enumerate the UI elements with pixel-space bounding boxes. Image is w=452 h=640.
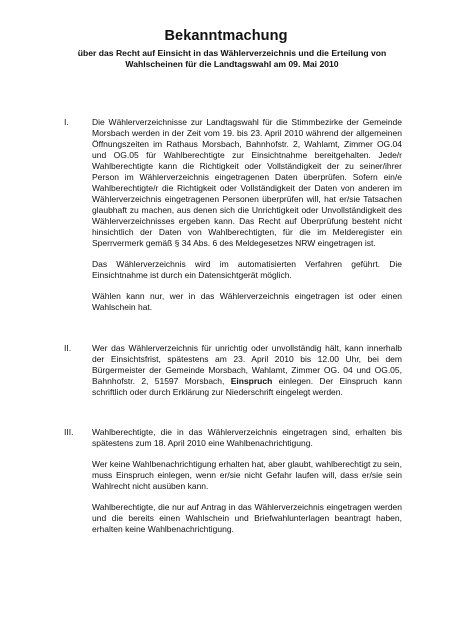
section-numeral-ii: II. [64, 343, 72, 353]
document-subtitle: über das Recht auf Einsicht in das Wählerverzeichnis und die Erteilung von Wahlscheinen für die Landtagswahl am 09. Mai 2010 [77, 48, 387, 69]
section-ii-text-before: Wer das Wählerverzeichnis für unrichtig oder unvollständig hält, kann innerhalb der Einsichtsfrist, spätestens am 23. April 2010 bis 12.00 Uhr, bei dem Bürgermeister der Gemeinde Morsbach, Wahlamt, Zimmer OG. 04 und OG.05, Bahnhofstr. 2, 51597 Morsbach, [92, 343, 402, 386]
section-ii-body [92, 343, 402, 398]
section-iii-paragraph-1: Wahlberechtigte, die in das Wählerverzeichnis eingetragen sind, erhalten bis spätestens zum 18. April 2010 eine Wahlbenachrichtigung. [92, 427, 402, 448]
section-i-paragraph-3: Wählen kann nur, wer in das Wählerverzeichnis eingetragen ist oder einen Wahlschein hat. [92, 291, 402, 312]
document-title: Bekanntmachung [164, 28, 288, 44]
section-numeral-iii: III. [64, 427, 74, 437]
section-iii-paragraph-3: Wahlberechtigte, die nur auf Antrag in das Wählerverzeichnis eingetragen werden und die bereits einen Wahlschein und Briefwahlunterlagen beantragt haben, erhalten keine Wahlbenachrichtigung. [92, 502, 402, 534]
section-iii-body [92, 427, 402, 535]
section-i-body [92, 117, 402, 313]
section-iii-paragraph-2: Wer keine Wahlbenachrichtigung erhalten hat, aber glaubt, wahlberechtigt zu sein, muss Einspruch einlegen, wenn er/sie nicht Gefahr laufen will, dass er/sie sein Wahlrecht nicht ausüben kann. [92, 459, 402, 491]
section-ii-paragraph [92, 343, 402, 398]
section-i-paragraph-1: Die Wählerverzeichnisse zur Landtagswahl für die Stimmbezirke der Gemeinde Morsbach werden in der Zeit vom 19. bis 23. April 2010 während der allgemeinen Öffnungszeiten im Rathaus Morsbach, Bahnhofstr. 2, Wahlamt, Zimmer OG.04 und OG.05 für Wahlberechtigte zur Einsichtnahme bereitgehalten. Jede/r Wahlberechtigte kann die Richtigkeit oder Vollständigkeit der zu seiner/ihrer Person im Wählerverzeichnis eingetragenen Daten überprüfen. Sofern ein/e Wahlberechtigte/r die Richtigkeit oder Vollständigkeit der Daten von anderen im Wählerverzeichnis eingetragenen Personen überprüfen will, hat er/sie Tatsachen glaubhaft zu machen, aus denen sich die Unrichtigkeit oder Unvollständigkeit des Wählerverzeichnisses ergeben kann. Das Recht auf Überprüfung besteht nicht hinsichtlich der Daten von Wahlberechtigten, für die im Melderegister ein Sperrvermerk gemäß § 34 Abs. 6 des Meldegesetzes NRW eingetragen ist. [92, 117, 402, 248]
section-numeral-i: I. [64, 117, 69, 127]
section-i-paragraph-2: Das Wählerverzeichnis wird im automatisierten Verfahren geführt. Die Einsichtnahme ist durch ein Datensichtgerät möglich. [92, 259, 402, 280]
section-ii-einspruch-bold: Einspruch [230, 376, 273, 386]
section-ii-text-after: einlegen. Der Einspruch kann schriftlich oder durch Erklärung zur Niederschrift eingelegt werden. [92, 376, 403, 397]
